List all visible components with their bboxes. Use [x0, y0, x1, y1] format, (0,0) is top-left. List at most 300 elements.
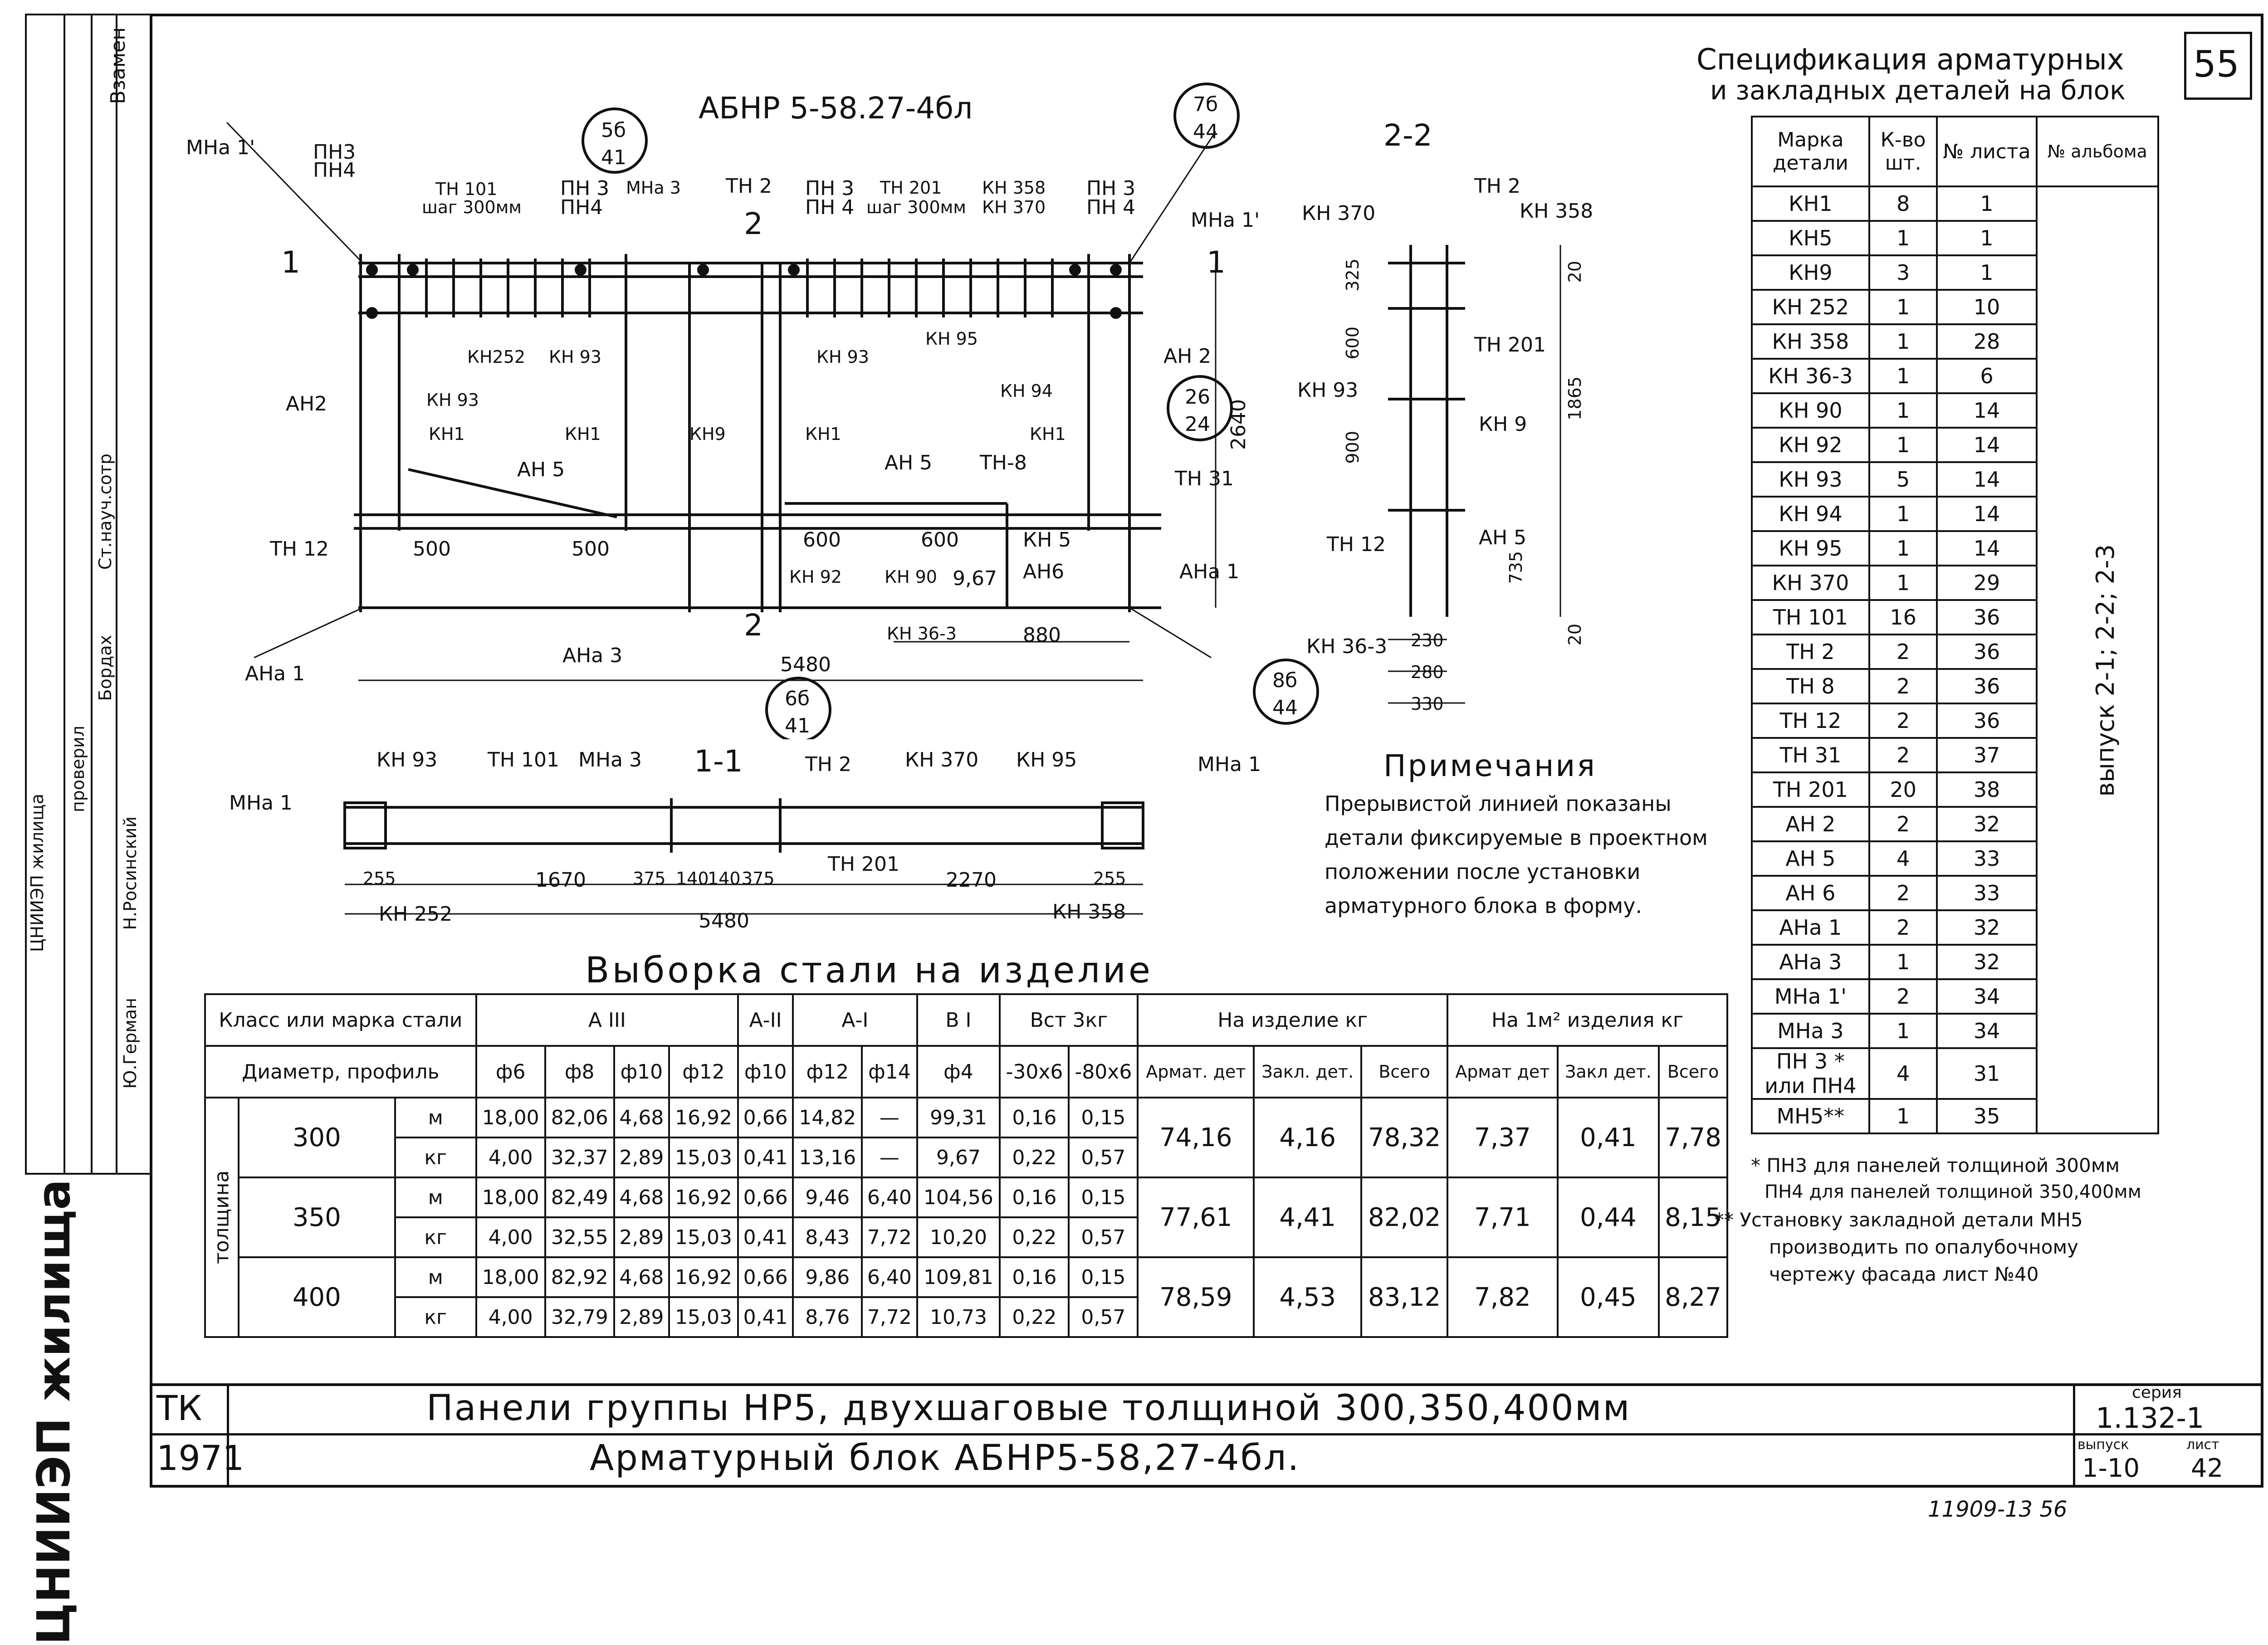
- label: ТН-8: [980, 451, 1027, 474]
- dimension: 325: [1343, 259, 1363, 292]
- spec-cell: 14: [1937, 428, 2036, 462]
- steel-cell: 0,66: [738, 1098, 793, 1137]
- spec-cell: 5: [1869, 462, 1937, 497]
- steel-cell: 32,79: [545, 1297, 614, 1337]
- steel-cell: 32,55: [545, 1217, 614, 1257]
- steel-cell: 16,92: [669, 1257, 738, 1297]
- steel-diameter: ф12: [669, 1046, 738, 1098]
- steel-row: [205, 1257, 1727, 1297]
- steel-cell: 0,22: [1000, 1297, 1069, 1337]
- main-elevation-svg: [172, 82, 1397, 739]
- steel-cell: 0,16: [1000, 1098, 1069, 1137]
- steel-cell: 18,00: [476, 1177, 545, 1217]
- label: КН 95: [925, 329, 978, 349]
- spec-cell: 2: [1869, 669, 1937, 703]
- spec-cell: 36: [1937, 635, 2036, 669]
- callout-top: 8б: [1272, 669, 1298, 692]
- bottom-stamp: 11909-13 56: [1928, 1497, 2068, 1522]
- spec-cell: 4: [1869, 1048, 1937, 1099]
- label: КН 94: [1000, 381, 1053, 401]
- steel-cell: 82,06: [545, 1098, 614, 1137]
- spec-cell: КН 252: [1752, 290, 1869, 324]
- sidebar-divider: [116, 14, 117, 1175]
- steel-total: 4,16: [1254, 1098, 1361, 1177]
- dimension: 2270: [946, 869, 997, 892]
- titleblock-line2: Арматурный блок АБНР5-58,27-4бл.: [590, 1438, 1300, 1479]
- steel-total: 8,15: [1659, 1177, 1727, 1257]
- steel-cell: 4,68: [614, 1257, 669, 1297]
- steel-total: 78,32: [1361, 1098, 1447, 1177]
- sidebar-name: Ю.Герман: [120, 998, 140, 1089]
- steel-thickness: 300: [239, 1098, 395, 1177]
- steel-header: На изделие кг: [1138, 994, 1447, 1046]
- steel-table: [204, 993, 1728, 1338]
- spec-cell: 36: [1937, 669, 2036, 703]
- steel-body: [205, 1098, 1727, 1337]
- label: ТН 101: [488, 748, 559, 771]
- steel-cell: 0,22: [1000, 1217, 1069, 1257]
- label: КН252: [467, 347, 526, 367]
- section-mark: 2: [744, 608, 763, 643]
- label: КН 36-3: [1306, 635, 1388, 658]
- callout-bottom: 44: [1272, 696, 1298, 719]
- spec-cell: 32: [1937, 945, 2036, 979]
- titleblock-issue-label: выпуск: [2077, 1437, 2129, 1453]
- spec-cell: ТН 12: [1752, 703, 1869, 738]
- steel-total: 0,45: [1558, 1257, 1659, 1337]
- spec-cell: 32: [1937, 807, 2036, 841]
- spec-cell: ТН 2: [1752, 635, 1869, 669]
- steel-total: 7,82: [1447, 1257, 1558, 1337]
- sidebar-name: Н.Росинский: [120, 816, 140, 930]
- callout-top: 7б: [1193, 93, 1218, 116]
- footnote: ** Установку закладной детали МН5: [1715, 1209, 2083, 1231]
- steel-cell: 16,92: [669, 1177, 738, 1217]
- steel-cell: 8,76: [793, 1297, 862, 1337]
- page-number: 55: [2193, 43, 2239, 85]
- dimension: 230: [1411, 630, 1444, 650]
- spec-cell: 6: [1937, 359, 2036, 393]
- spec-header: К-во шт.: [1869, 117, 1937, 186]
- label: АН 5: [1479, 526, 1527, 549]
- label: ПН 4: [1086, 196, 1136, 219]
- spec-cell: 1: [1869, 497, 1937, 531]
- footnote: ПН4 для панелей толщиной 350,400мм: [1765, 1181, 2141, 1202]
- main-drawing-title: АБНР 5-58.27-4бл: [699, 91, 973, 126]
- section-mark: 2: [744, 206, 763, 241]
- sidebar-divider: [91, 14, 93, 1175]
- steel-cell: 0,41: [738, 1217, 793, 1257]
- steel-subheader: Армат. дет: [1138, 1046, 1254, 1098]
- steel-cell: 2,89: [614, 1297, 669, 1337]
- label: КН 93: [816, 347, 869, 367]
- titleblock-series: 1.132-1: [2096, 1401, 2204, 1435]
- steel-cell: 13,16: [793, 1137, 862, 1177]
- label: КН1: [1030, 424, 1066, 444]
- steel-cell: 14,82: [793, 1098, 862, 1137]
- steel-total: 0,41: [1558, 1098, 1659, 1177]
- label: КН 36-3: [887, 624, 957, 644]
- spec-cell: КН 370: [1752, 566, 1869, 600]
- spec-cell: 1: [1869, 324, 1937, 359]
- label: ТН 31: [1175, 467, 1234, 490]
- spec-cell: МНа 3: [1752, 1014, 1869, 1048]
- steel-cell: 15,03: [669, 1217, 738, 1257]
- notes-line: арматурного блока в форму.: [1325, 893, 1642, 918]
- spec-cell: АН 2: [1752, 807, 1869, 841]
- spec-title-line1: Спецификация арматурных: [1696, 43, 2124, 77]
- steel-header: Диаметр, профиль: [205, 1046, 476, 1098]
- spec-album-text: выпуск 2-1; 2-2; 2-3: [2091, 544, 2120, 797]
- label: МНа 1: [229, 791, 293, 815]
- callout-bottom: 44: [1193, 120, 1218, 143]
- spec-cell: 29: [1937, 566, 2036, 600]
- notes-line: детали фиксируемые в проектном: [1325, 825, 1708, 850]
- steel-cell: 0,66: [738, 1177, 793, 1217]
- spec-cell: КН1: [1752, 186, 1869, 221]
- spec-cell: 2: [1869, 910, 1937, 945]
- callout-bottom: 41: [785, 714, 810, 737]
- spec-cell: КН 94: [1752, 497, 1869, 531]
- dimension: 600: [921, 528, 959, 552]
- sidebar-role: Ст.науч.сотр: [95, 454, 115, 570]
- label: КН 90: [885, 567, 937, 587]
- spec-cell: 1: [1869, 566, 1937, 600]
- label: КН 370: [1302, 202, 1376, 225]
- sidebar-divider: [64, 14, 65, 1175]
- label: АНа 1: [1179, 560, 1240, 583]
- steel-subheader: Всего: [1361, 1046, 1447, 1098]
- spec-cell: ТН 101: [1752, 600, 1869, 635]
- spec-cell: 1: [1869, 359, 1937, 393]
- steel-unit: м: [395, 1257, 476, 1297]
- spec-cell: 14: [1937, 497, 2036, 531]
- steel-cell: 10,73: [917, 1297, 1000, 1337]
- titleblock-sheet-label: лист: [2186, 1437, 2219, 1453]
- spec-cell: 1: [1869, 428, 1937, 462]
- spec-cell: 1: [1937, 221, 2036, 255]
- steel-cell: 109,81: [917, 1257, 1000, 1297]
- dimension: 255: [1093, 869, 1126, 888]
- steel-cell: 6,40: [862, 1177, 917, 1217]
- steel-subheader: Закл дет.: [1558, 1046, 1659, 1098]
- steel-cell: 0,41: [738, 1137, 793, 1177]
- spec-cell: АНа 3: [1752, 945, 1869, 979]
- label: КН 5: [1023, 528, 1071, 552]
- steel-cell: 0,41: [738, 1297, 793, 1337]
- titleblock-issue: 1-10: [2082, 1454, 2140, 1483]
- steel-cell: 7,72: [862, 1217, 917, 1257]
- titleblock-divider: [150, 1433, 2263, 1435]
- spec-cell: 4: [1869, 841, 1937, 876]
- steel-subheader: Армат дет: [1447, 1046, 1558, 1098]
- steel-total: 7,37: [1447, 1098, 1558, 1177]
- steel-cell: 18,00: [476, 1098, 545, 1137]
- spec-cell: 2: [1869, 876, 1937, 910]
- dimension: 600: [1343, 327, 1363, 360]
- dimension: 140: [708, 869, 741, 888]
- label: КН 370: [905, 748, 979, 771]
- label: КН 252: [379, 903, 453, 926]
- steel-subheader: Всего: [1659, 1046, 1727, 1098]
- steel-total: 0,44: [1558, 1177, 1659, 1257]
- spec-cell: 2: [1869, 703, 1937, 738]
- label: КН 92: [789, 567, 842, 587]
- steel-cell: 32,37: [545, 1137, 614, 1177]
- label: ТН 12: [270, 537, 329, 561]
- spec-cell: 3: [1869, 255, 1937, 290]
- steel-unit: кг: [395, 1137, 476, 1177]
- label: шаг 300мм: [422, 197, 522, 217]
- label: АН 5: [885, 451, 933, 474]
- label: КН1: [805, 424, 841, 444]
- spec-cell: КН5: [1752, 221, 1869, 255]
- steel-cell: 18,00: [476, 1257, 545, 1297]
- spec-cell: АН 6: [1752, 876, 1869, 910]
- steel-cell: 15,03: [669, 1297, 738, 1337]
- spec-cell: 1: [1869, 1014, 1937, 1048]
- steel-cell: 0,66: [738, 1257, 793, 1297]
- spec-cell: 33: [1937, 841, 2036, 876]
- steel-cell: 4,68: [614, 1177, 669, 1217]
- section-22-title: 2-2: [1383, 118, 1432, 153]
- notes-title: Примечания: [1383, 748, 1597, 783]
- label: АНа 1: [245, 662, 305, 685]
- label: АНа 3: [562, 644, 623, 667]
- spec-cell: 34: [1937, 1014, 2036, 1048]
- steel-row: [205, 1177, 1727, 1217]
- footnote: производить по опалубочному: [1769, 1236, 2079, 1258]
- dimension: 9,67: [953, 567, 997, 590]
- spec-cell: 14: [1937, 531, 2036, 566]
- label: КН 93: [549, 347, 601, 367]
- steel-diameter: ф12: [793, 1046, 862, 1098]
- steel-cell: 9,46: [793, 1177, 862, 1217]
- steel-cell: 4,00: [476, 1297, 545, 1337]
- label: ПН 3: [1086, 177, 1136, 200]
- steel-cell: 0,15: [1069, 1257, 1138, 1297]
- spec-cell: 2: [1869, 979, 1937, 1014]
- label: АН 2: [1163, 345, 1212, 368]
- spec-cell: КН 92: [1752, 428, 1869, 462]
- spec-cell: КН 93: [1752, 462, 1869, 497]
- notes-line: положении после установки: [1325, 859, 1641, 884]
- steel-total: 8,27: [1659, 1257, 1727, 1337]
- spec-cell: 16: [1869, 600, 1937, 635]
- spec-cell: ПН 3 * или ПН4: [1752, 1048, 1869, 1099]
- steel-header: А III: [476, 994, 738, 1046]
- spec-cell: КН 90: [1752, 393, 1869, 428]
- spec-cell: 20: [1869, 772, 1937, 807]
- spec-cell: 34: [1937, 979, 2036, 1014]
- spec-cell: 8: [1869, 186, 1937, 221]
- spec-cell: ТН 201: [1752, 772, 1869, 807]
- label: МНа 1': [186, 136, 255, 159]
- steel-diameter: ф14: [862, 1046, 917, 1098]
- spec-cell: 33: [1937, 876, 2036, 910]
- steel-cell: 4,00: [476, 1137, 545, 1177]
- label: шаг 300мм: [866, 197, 966, 217]
- steel-header: Класс или марка стали: [205, 994, 476, 1046]
- dimension: 20: [1565, 261, 1585, 283]
- steel-cell: 82,92: [545, 1257, 614, 1297]
- dimension: 255: [363, 869, 396, 888]
- spec-cell: КН 95: [1752, 531, 1869, 566]
- label: КН1: [565, 424, 601, 444]
- dimension: 5480: [780, 653, 831, 676]
- steel-cell: 9,67: [917, 1137, 1000, 1177]
- steel-diameter: ф4: [917, 1046, 1000, 1098]
- callout-top: 6б: [785, 687, 810, 710]
- label: АН6: [1023, 560, 1065, 583]
- spec-row: [1752, 186, 2158, 221]
- dimension: 280: [1411, 662, 1444, 682]
- steel-cell: 99,31: [917, 1098, 1000, 1137]
- spec-cell: 1: [1869, 531, 1937, 566]
- dimension: 500: [572, 537, 610, 561]
- label: КН 9: [1479, 413, 1527, 436]
- steel-cell: 0,57: [1069, 1217, 1138, 1257]
- spec-cell: 2: [1869, 807, 1937, 841]
- steel-thickness: 400: [239, 1257, 395, 1337]
- dimension: 1670: [535, 869, 586, 892]
- dimension: 900: [1343, 431, 1363, 464]
- label: МНа 3: [626, 178, 681, 198]
- spec-cell: 1: [1869, 290, 1937, 324]
- spec-cell: 1: [1869, 1099, 1937, 1133]
- spec-cell: 1: [1937, 186, 2036, 221]
- steel-total: 74,16: [1138, 1098, 1254, 1177]
- spec-cell: МН5**: [1752, 1099, 1869, 1133]
- spec-header: № листа: [1937, 117, 2036, 186]
- label: ПН4: [313, 159, 356, 182]
- spec-cell: 36: [1937, 703, 2036, 738]
- steel-total: 7,78: [1659, 1098, 1727, 1177]
- label: ПН 3: [560, 177, 610, 200]
- sidebar-role: Бордах: [95, 635, 115, 701]
- label: КН 93: [426, 390, 479, 410]
- spec-cell: 36: [1937, 600, 2036, 635]
- steel-cell: 4,00: [476, 1217, 545, 1257]
- steel-cell: 82,49: [545, 1177, 614, 1217]
- titleblock-year: 1971: [156, 1438, 244, 1478]
- spec-cell: АНа 1: [1752, 910, 1869, 945]
- titleblock-tk: ТК: [156, 1388, 202, 1428]
- steel-cell: 0,22: [1000, 1137, 1069, 1177]
- titleblock-line1: Панели группы НР5, двухшаговые толщиной 300,350,400мм: [426, 1388, 1631, 1429]
- label: КН 93: [1297, 379, 1359, 402]
- spec-cell: 37: [1937, 738, 2036, 772]
- spec-title-line2: и закладных деталей на блок: [1710, 75, 2126, 106]
- label: ПН 3: [805, 177, 855, 200]
- footnote: чертежу фасада лист №40: [1769, 1263, 2039, 1285]
- spec-header: Марка детали: [1752, 117, 1869, 186]
- dimension: 375: [742, 869, 775, 888]
- steel-cell: 16,92: [669, 1098, 738, 1137]
- spec-cell: 1: [1869, 945, 1937, 979]
- steel-unit: м: [395, 1177, 476, 1217]
- spec-cell: КН 36-3: [1752, 359, 1869, 393]
- dimension: 375: [633, 869, 666, 888]
- steel-cell: 0,57: [1069, 1297, 1138, 1337]
- steel-cell: —: [862, 1137, 917, 1177]
- steel-cell: 7,72: [862, 1297, 917, 1337]
- callout-bottom: 41: [601, 146, 626, 169]
- steel-total: 82,02: [1361, 1177, 1447, 1257]
- spec-cell: 1: [1869, 393, 1937, 428]
- label: КН 358: [982, 178, 1046, 198]
- label: ПН3: [313, 141, 356, 164]
- label: ТН 2: [726, 175, 772, 198]
- steel-subheader: Закл. дет.: [1254, 1046, 1361, 1098]
- steel-row: [205, 1098, 1727, 1137]
- spec-cell: КН 358: [1752, 324, 1869, 359]
- steel-cell: 2,89: [614, 1217, 669, 1257]
- steel-cell: 0,16: [1000, 1257, 1069, 1297]
- dimension: 330: [1411, 694, 1444, 714]
- steel-header: На 1м² изделия кг: [1447, 994, 1727, 1046]
- label: КН9: [689, 424, 726, 444]
- steel-thickness-label: толщина: [205, 1098, 239, 1337]
- sidebar-vzamen: Взамен: [107, 27, 130, 104]
- steel-cell: —: [862, 1098, 917, 1137]
- label: ПН 4: [805, 196, 855, 219]
- label: КН 358: [1052, 900, 1126, 923]
- spec-cell: МНа 1': [1752, 979, 1869, 1014]
- spec-cell: 14: [1937, 462, 2036, 497]
- label: ТН 2: [1474, 175, 1520, 198]
- spec-cell: 35: [1937, 1099, 2036, 1133]
- steel-header: В I: [917, 994, 1000, 1046]
- steel-cell: 9,86: [793, 1257, 862, 1297]
- steel-diameter: ф8: [545, 1046, 614, 1098]
- footnote: * ПН3 для панелей толщиной 300мм: [1751, 1154, 2120, 1176]
- notes-line: Прерывистой линией показаны: [1325, 791, 1672, 816]
- spec-cell: 2: [1869, 635, 1937, 669]
- steel-cell: 0,15: [1069, 1177, 1138, 1217]
- steel-total: 77,61: [1138, 1177, 1254, 1257]
- callout-top: 5б: [601, 119, 626, 142]
- steel-cell: 15,03: [669, 1137, 738, 1177]
- dimension: 735: [1506, 551, 1526, 584]
- label: АН2: [286, 392, 327, 415]
- label: ТН 201: [828, 853, 899, 876]
- label: МНа 1': [1191, 209, 1260, 232]
- steel-header: А-I: [793, 994, 917, 1046]
- dimension: 1865: [1565, 376, 1585, 420]
- label: КН 93: [376, 748, 438, 771]
- callout-bottom: 24: [1185, 413, 1210, 436]
- label: МНа 1: [1198, 753, 1261, 776]
- steel-diameter: -80х6: [1069, 1046, 1138, 1098]
- dimension: 5480: [699, 909, 749, 932]
- label: ТН 201: [1474, 333, 1546, 356]
- spec-cell: КН9: [1752, 255, 1869, 290]
- titleblock-divider: [2073, 1383, 2075, 1488]
- label: ТН 2: [805, 753, 851, 776]
- spec-cell: 1: [1869, 221, 1937, 255]
- section-mark: 1: [281, 245, 300, 280]
- steel-unit: кг: [395, 1297, 476, 1337]
- dimension: 20: [1565, 624, 1585, 646]
- steel-diameter: ф6: [476, 1046, 545, 1098]
- spec-cell: 1: [1937, 255, 2036, 290]
- spec-cell: 28: [1937, 324, 2036, 359]
- steel-cell: 0,16: [1000, 1177, 1069, 1217]
- spec-cell: ТН 8: [1752, 669, 1869, 703]
- label: ТН 201: [880, 178, 942, 198]
- steel-diameter: ф10: [738, 1046, 793, 1098]
